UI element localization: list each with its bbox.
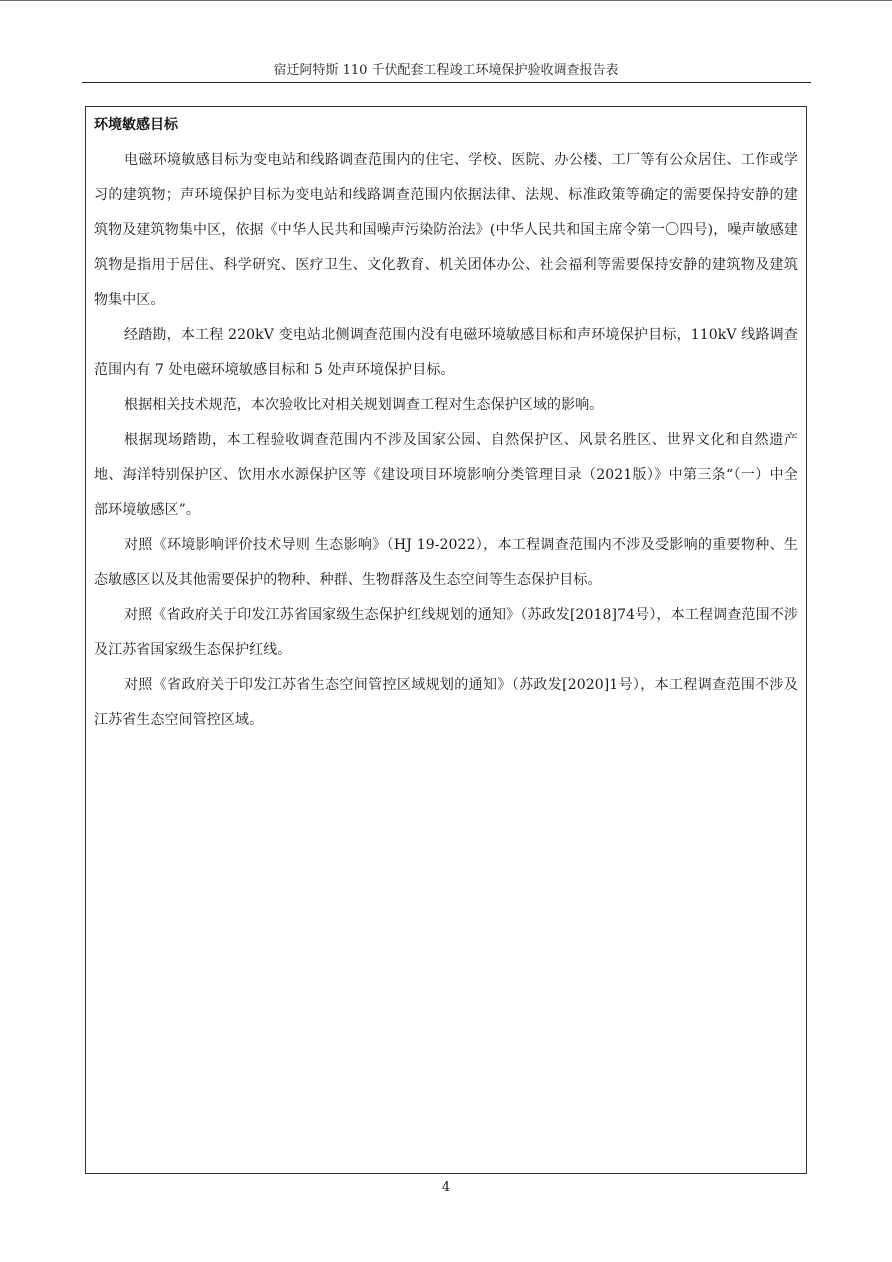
paragraph-survey-findings: 经踏勘，本工程 220kV 变电站北侧调查范围内没有电磁环境敏感目标和声环境保护目标，110kV 线路调查范围内有 7 处电磁环境敏感目标和 5 处声环境保护目标。	[94, 327, 798, 378]
header-rule	[82, 82, 811, 83]
paragraph-ecology-guideline: 对照《环境影响评价技术导则 生态影响》（HJ 19-2022），本工程调查范围内不涉及受影响的重要物种、生态敏感区以及其他需要保护的物种、种群、生物群落及生态空间等生态保护目标。	[94, 537, 798, 588]
page-top-border	[0, 0, 892, 1]
running-header: 宿迁阿特斯 110 千伏配套工程竣工环境保护验收调查报告表	[273, 63, 619, 78]
section-title: 环境敏感目标	[94, 117, 178, 133]
paragraph-site-survey: 根据现场踏勘，本工程验收调查范围内不涉及国家公园、自然保护区、风景名胜区、世界文化和自然遗产地、海洋特别保护区、饮用水水源保护区等《建设项目环境影响分类管理目录（2021版）》中第三条“（一）中全部环境敏感区”。	[94, 432, 798, 518]
content-box	[85, 106, 807, 1174]
paragraph-spatial-control-plan: 对照《省政府关于印发江苏省生态空间管控区域规划的通知》（苏政发[2020]1号），本工程调查范围不涉及江苏省生态空间管控区域。	[94, 677, 798, 728]
paragraph-red-line-plan: 对照《省政府关于印发江苏省国家级生态保护红线规划的通知》（苏政发[2018]74号），本工程调查范围不涉及江苏省国家级生态保护红线。	[94, 607, 798, 658]
paragraph-sensitive-targets-definition: 电磁环境敏感目标为变电站和线路调查范围内的住宅、学校、医院、办公楼、工厂等有公众居住、工作或学习的建筑物；声环境保护目标为变电站和线路调查范围内依据法律、法规、标准政策等确定的需要保持安静的建筑物及建筑物集中区，依据《中华人民共和国噪声污染防治法》(中华人民共和国主席令第一〇四号)，噪声敏感建筑物是指用于居住、科学研究、医疗卫生、文化教育、机关团体办公、社会福利等需要保持安静的建筑物及建筑物集中区。	[94, 152, 798, 308]
page-number: 4	[441, 1180, 451, 1195]
paragraph-technical-specification: 根据相关技术规范，本次验收比对相关规划调查工程对生态保护区域的影响。	[124, 397, 604, 413]
